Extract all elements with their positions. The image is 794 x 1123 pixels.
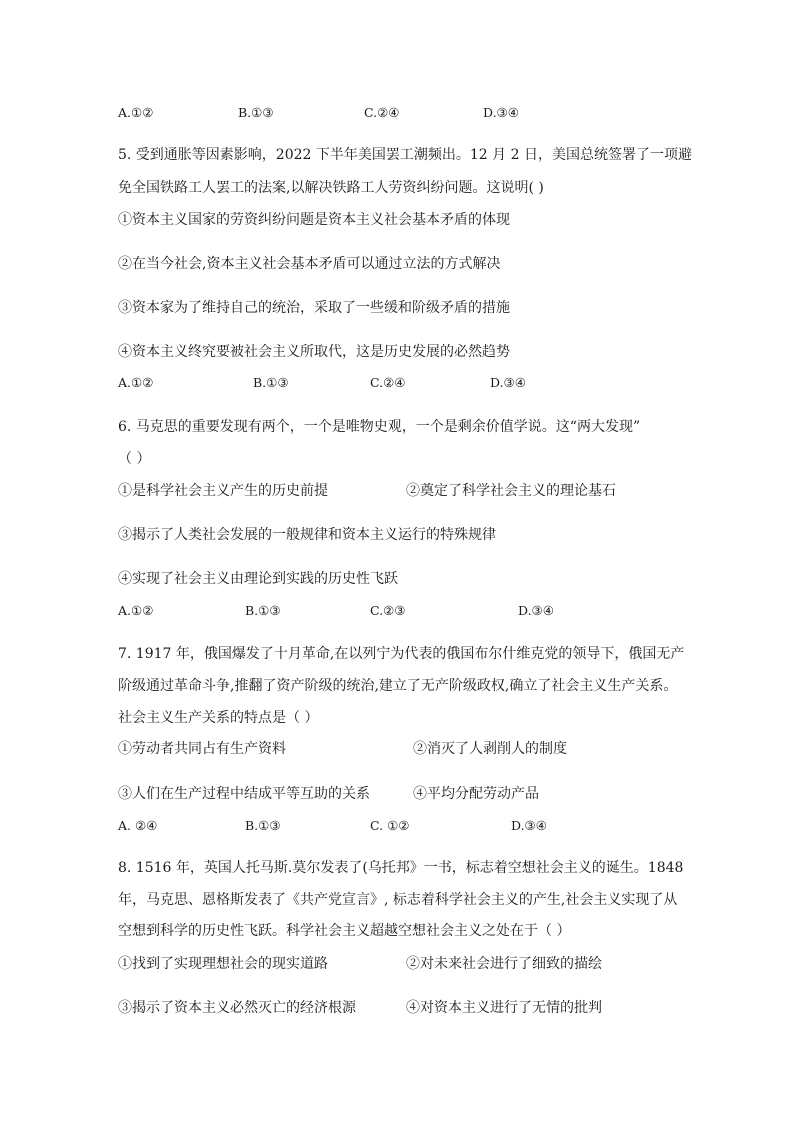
- option-b: B.①③: [253, 375, 289, 390]
- statement-1: ①劳动者共同占有生产资料: [118, 741, 286, 757]
- question-stem-line: 5. 受到通胀等因素影响，2022 下半年美国罢工潮频出。12 月 2 日，美国总统签署了一项避: [118, 147, 692, 163]
- option-a: A.①②: [118, 603, 154, 618]
- option-d: D.③④: [483, 105, 519, 120]
- option-a: A.①②: [118, 375, 154, 390]
- question-stem-line: 空想到科学的历史性飞跃。科学社会主义超越空想社会主义之处在于（ ）: [118, 923, 571, 939]
- statement-3: ③揭示了人类社会发展的一般规律和资本主义运行的特殊规律: [118, 527, 496, 543]
- statement-4: ④实现了社会主义由理论到实践的历史性飞跃: [118, 571, 398, 587]
- statement-2: ②对未来社会进行了细致的描绘: [406, 956, 602, 972]
- option-d: D.③④: [518, 603, 554, 618]
- option-c: C.②④: [370, 375, 406, 390]
- question-stem-line: 年，马克思、恩格斯发表了《共产党宣言》, 标志着科学社会主义的产生,社会主义实现了从: [118, 892, 678, 908]
- option-c: C.②④: [364, 105, 400, 120]
- statement-3: ③资本家为了维持自己的统治，采取了一些缓和阶级矛盾的措施: [118, 300, 510, 316]
- question-stem-line: （ ）: [118, 451, 151, 467]
- statement-4: ④资本主义终究要被社会主义所取代，这是历史发展的必然趋势: [118, 344, 510, 360]
- statement-4: ④平均分配劳动产品: [413, 786, 539, 802]
- question-stem-line: 社会主义生产关系的特点是（ ）: [118, 710, 319, 726]
- statement-1: ①资本主义国家的劳资纠纷问题是资本主义社会基本矛盾的体现: [118, 212, 510, 228]
- option-c: C.②③: [370, 603, 406, 618]
- option-b: B.①③: [238, 105, 274, 120]
- question-stem-line: 6. 马克思的重要发现有两个，一个是唯物史观，一个是剩余价值学说。这“两大发现”: [118, 419, 641, 435]
- question-stem-line: 免全国铁路工人罢工的法案,以解决铁路工人劳资纠纷问题。这说明( ): [118, 180, 544, 196]
- option-b: B.①③: [245, 603, 281, 618]
- question-stem-line: 阶级通过革命斗争,推翻了资产阶级的统治,建立了无产阶级政权,确立了社会主义生产关系。: [118, 678, 678, 694]
- option-a: A. ②④: [118, 818, 158, 833]
- statement-2: ②在当今社会,资本主义社会基本矛盾可以通过立法的方式解决: [118, 256, 501, 272]
- statement-2: ②奠定了科学社会主义的理论基石: [406, 483, 616, 499]
- statement-2: ②消灭了人剥削人的制度: [413, 741, 567, 757]
- statement-4: ④对资本主义进行了无情的批判: [406, 1000, 602, 1016]
- statement-1: ①找到了实现理想社会的现实道路: [118, 956, 328, 972]
- statement-3: ③揭示了资本主义必然灭亡的经济根源: [118, 1000, 356, 1016]
- statement-1: ①是科学社会主义产生的历史前提: [118, 483, 328, 499]
- option-a: A.①②: [118, 105, 154, 120]
- statement-3: ③人们在生产过程中结成平等互助的关系: [118, 786, 370, 802]
- question-stem-line: 7. 1917 年，俄国爆发了十月革命,在以列宁为代表的俄国布尔什维克党的领导下，俄国无产: [118, 646, 685, 662]
- option-d: D.③④: [511, 818, 547, 833]
- option-b: B.①③: [245, 818, 281, 833]
- option-d: D.③④: [490, 375, 526, 390]
- question-stem-line: 8. 1516 年，英国人托马斯.莫尔发表了(乌托邦》一书，标志着空想社会主义的诞生。1848: [118, 860, 684, 876]
- option-c: C. ①②: [370, 818, 410, 833]
